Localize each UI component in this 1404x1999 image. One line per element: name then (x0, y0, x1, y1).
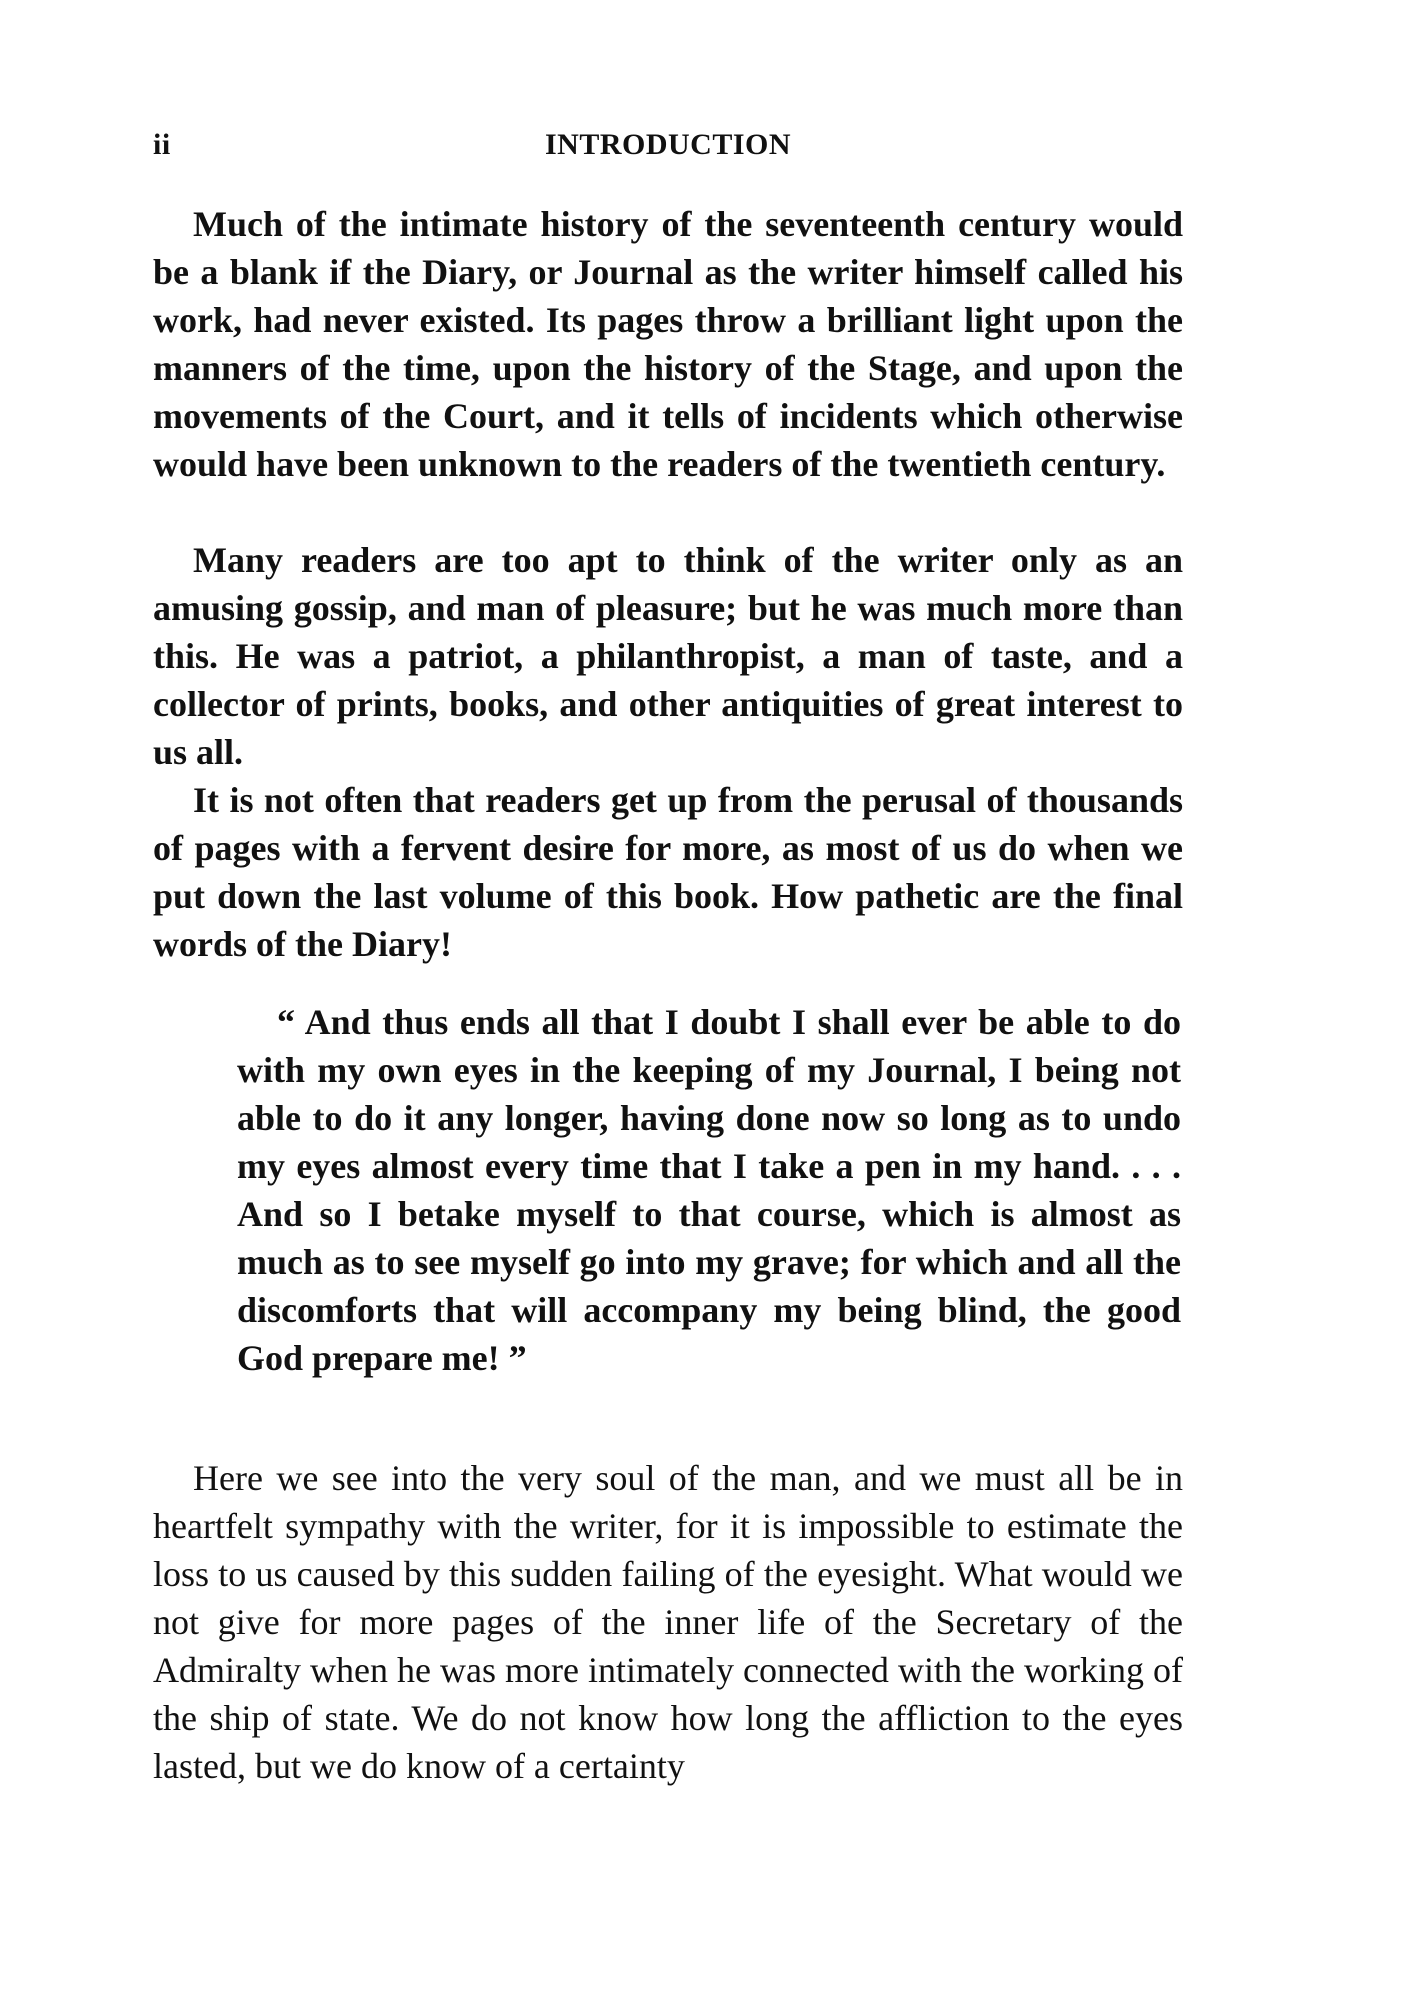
paragraph-3-block (153, 776, 1183, 968)
running-head (153, 128, 1183, 168)
paragraph-3: It is not often that readers get up from the perusal of thousands of pages with a fervent desire for more, as most of us do when we put down the last volume of this book. How pathetic are the final words of the Diary! (153, 780, 1183, 964)
page-title: INTRODUCTION (544, 128, 792, 161)
paragraph-4-block (153, 1454, 1183, 1790)
block-quote (237, 998, 1181, 1382)
page-number: ii (153, 128, 171, 161)
paragraph-1: Much of the intimate history of the seventeenth century would be a blank if the Diary, or Journal as the writer himself called his work, had never existed. Its pages throw a brilliant light upon the manners of the time, upon the history of the Stage, and upon the movements of the Court, and it tells of incidents which otherwise would have been unknown to the readers of the twentieth century. (153, 204, 1183, 484)
paragraph-4: Here we see into the very soul of the man, and we must all be in heartfelt sympathy with the writer, for it is impossible to estimate the loss to us caused by this sudden failing of the eyesight. What would we not give for more pages of the inner life of the Secretary of the Admiralty when he was more intimately connected with the working of the ship of state. We do not know how long the affliction to the eyes lasted, but we do know of a certainty (153, 1458, 1183, 1786)
paragraph-2: Many readers are too apt to think of the writer only as an amusing gossip, and man of pleasure; but he was much more than this. He was a patriot, a philanthropist, a man of taste, and a collector of prints, books, and other antiquities of great interest to us all. (153, 540, 1183, 772)
paragraph-1-block (153, 200, 1183, 488)
paragraph-2-block (153, 536, 1183, 776)
quote-text: “ And thus ends all that I doubt I shall ever be able to do with my own eyes in the keeping of my Journal, I being not able to do it any longer, having done now so long as to undo my eyes almost every time that I take a pen in my hand. . . . And so I betake myself to that course, which is almost as much as to see myself go into my grave; for which and all the discomforts that will accompany my being blind, the good God prepare me! ” (237, 1002, 1181, 1378)
